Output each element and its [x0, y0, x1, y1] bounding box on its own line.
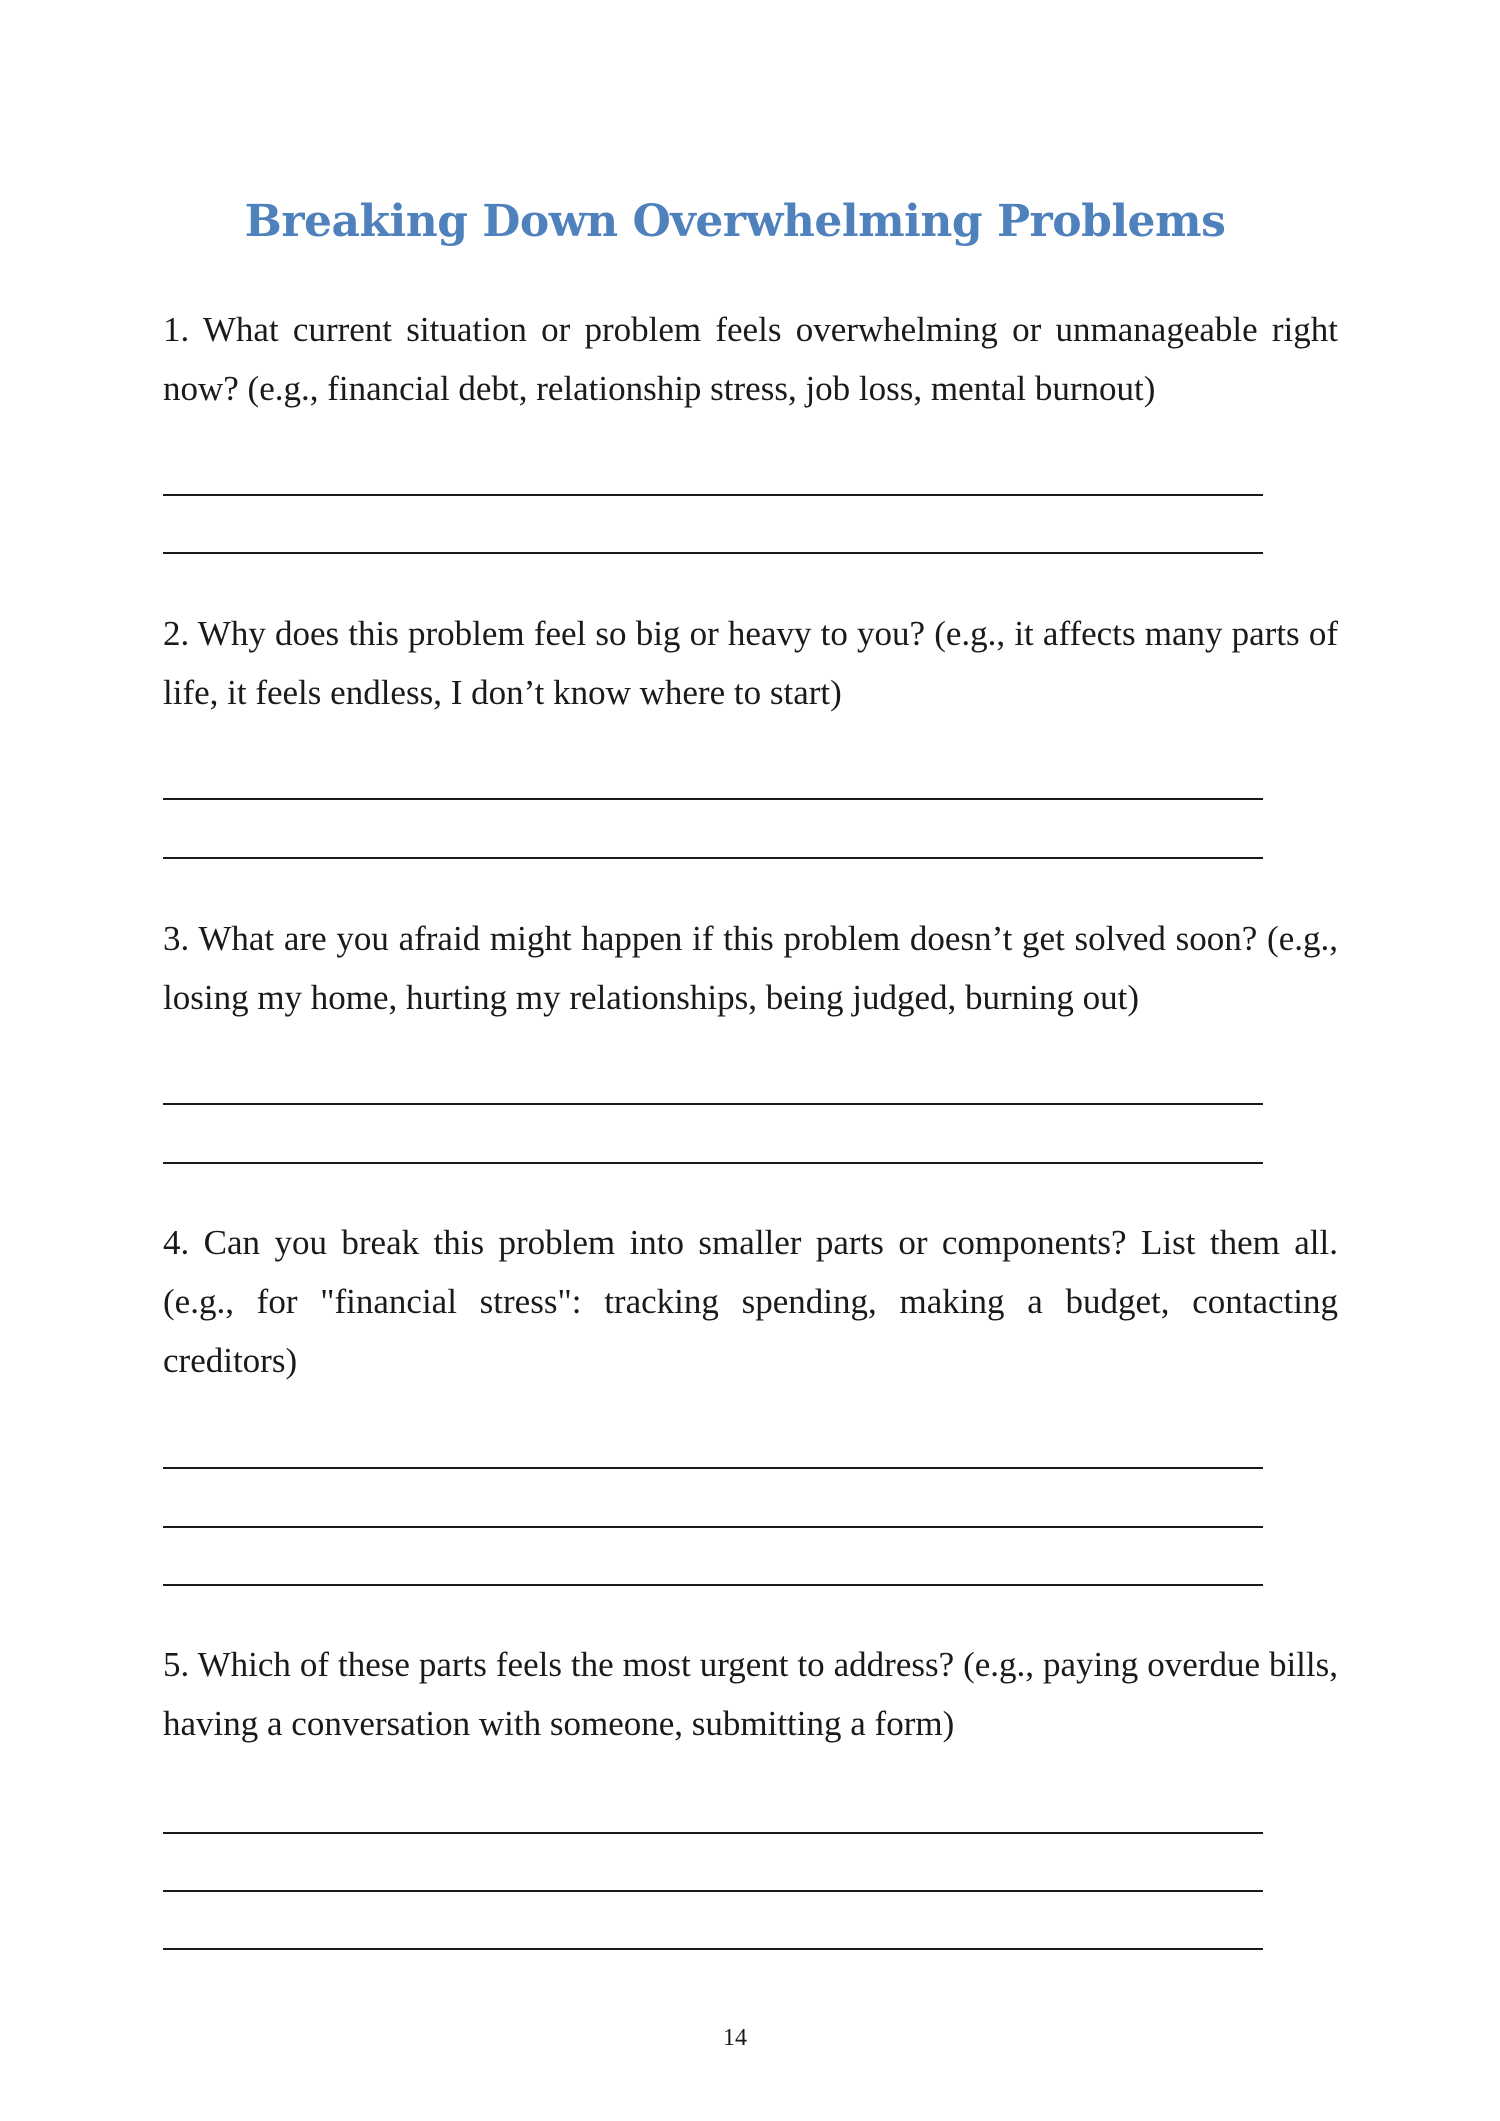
answer-line[interactable]: [163, 552, 1263, 554]
question-4: 4. Can you break this problem into smaller parts or components? List them all. (e.g., for "financial stress": tracking spending, making a budget, contacting creditors): [163, 1223, 1338, 1380]
answer-line[interactable]: [163, 1103, 1263, 1105]
answer-line[interactable]: [163, 1467, 1263, 1469]
answer-line[interactable]: [163, 798, 1263, 800]
answer-line[interactable]: [163, 494, 1263, 496]
question-5: 5. Which of these parts feels the most urgent to address? (e.g., paying overdue bills, having a conversation with someone, submitting a form): [163, 1645, 1338, 1743]
answer-line[interactable]: [163, 1832, 1263, 1834]
answer-line[interactable]: [163, 1948, 1263, 1950]
page-title: Breaking Down Overwhelming Problems: [244, 196, 1226, 247]
question-3: 3. What are you afraid might happen if this problem doesn’t get solved soon? (e.g., losing my home, hurting my relationships, being judged, burning out): [163, 919, 1338, 1017]
answer-line[interactable]: [163, 1584, 1263, 1586]
question-1: 1. What current situation or problem feels overwhelming or unmanageable right now? (e.g., financial debt, relationship stress, job loss, mental burnout): [163, 310, 1338, 408]
page-number: 14: [723, 2025, 747, 2051]
answer-line[interactable]: [163, 1162, 1263, 1164]
answer-line[interactable]: [163, 1890, 1263, 1892]
answer-line[interactable]: [163, 1526, 1263, 1528]
question-2: 2. Why does this problem feel so big or heavy to you? (e.g., it affects many parts of life, it feels endless, I don’t know where to start): [163, 614, 1338, 712]
answer-line[interactable]: [163, 857, 1263, 859]
